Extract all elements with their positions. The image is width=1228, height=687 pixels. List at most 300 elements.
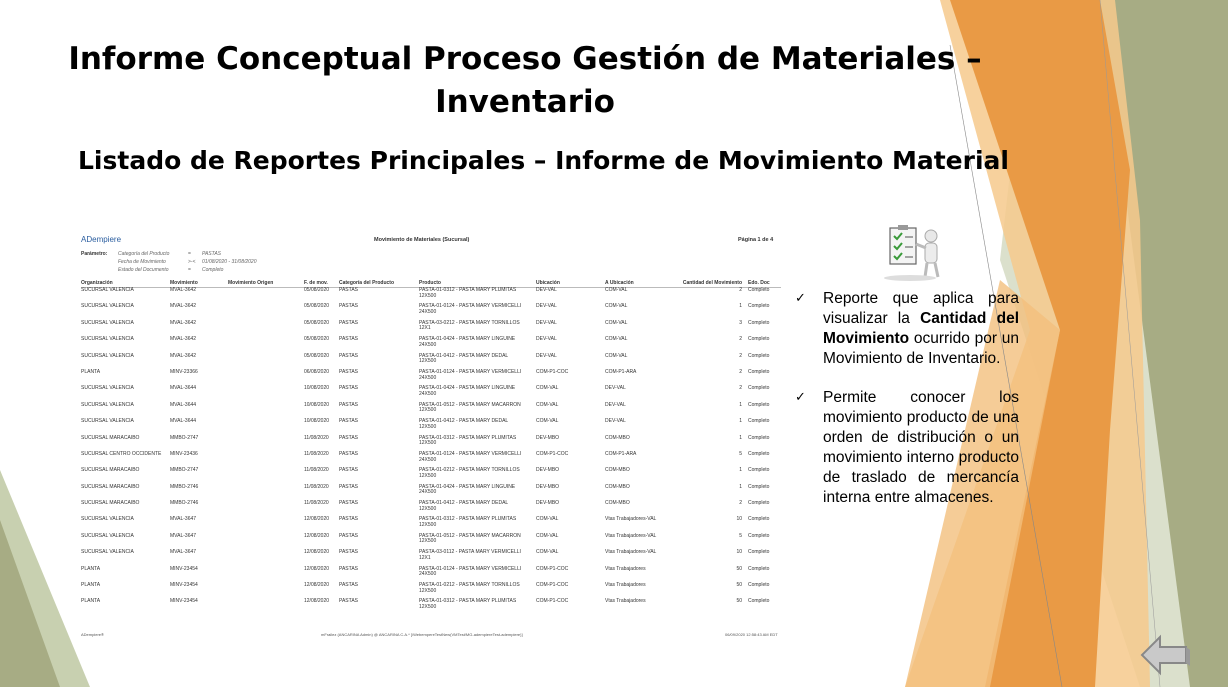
- table-cell: MMBO-2747: [170, 434, 199, 441]
- table-cell: 12/08/2020: [304, 532, 330, 539]
- table-cell: MMBO-2746: [170, 500, 199, 507]
- table-cell: 50: [736, 565, 742, 572]
- table-cell: 05/08/2020: [304, 303, 330, 310]
- column-header: F. de mov.: [304, 278, 339, 288]
- table-cell: 5: [739, 450, 742, 457]
- product-cell: [419, 403, 536, 419]
- column-header: Cantidad del Movimiento: [672, 278, 748, 288]
- product-cell: [419, 419, 536, 435]
- product-name: PASTA-03-0212 - PASTA MARY TORNILLOS: [419, 319, 520, 326]
- product-cell: [419, 485, 536, 501]
- table-cell: [228, 337, 304, 353]
- table-cell: MVAL-3647: [170, 549, 197, 556]
- product-cell: [419, 337, 536, 353]
- table-cell: [228, 468, 304, 484]
- table-cell: Vtas Trabajadores-VAL: [605, 549, 657, 556]
- table-cell: SUCURSAL VALENCIA: [81, 303, 134, 310]
- column-header: Producto: [419, 278, 536, 288]
- param-value: Completo: [202, 267, 224, 273]
- product-package: 12X500: [419, 423, 437, 430]
- bullet-item: [795, 388, 1019, 508]
- table-row: [81, 517, 781, 533]
- table-cell: PLANTA: [81, 582, 101, 589]
- column-header: Ubicación: [536, 278, 605, 288]
- table-row: [81, 403, 781, 419]
- param-value: PASTAS: [202, 251, 221, 257]
- table-cell: Vtas Trabajadores: [605, 582, 646, 589]
- table-cell: Completo: [748, 532, 770, 539]
- table-cell: MINV-23366: [170, 368, 198, 375]
- table-cell: SUCURSAL VALENCIA: [81, 287, 134, 293]
- product-name: PASTA-01-0312 - PASTA MARY PLUMITAS: [419, 434, 517, 441]
- table-cell: [228, 288, 304, 305]
- product-cell: [419, 517, 536, 533]
- table-cell: Completo: [748, 549, 770, 556]
- report-table-body: [81, 288, 781, 616]
- table-cell: DEV-VAL: [536, 336, 557, 343]
- bullet-item: [795, 289, 1019, 369]
- table-row: [81, 534, 781, 550]
- product-name: PASTA-01-0424 - PASTA MARY LINGUINE: [419, 385, 516, 392]
- table-cell: PASTAS: [339, 434, 358, 441]
- report-table: [81, 278, 781, 616]
- bullet-text-part: Permite conocer los movimiento producto de una orden de distribución o un movimiento interno producto de traslado de mercancía interna entre almacenes.: [823, 389, 1019, 506]
- table-row: [81, 337, 781, 353]
- table-cell: 11/08/2020: [304, 450, 329, 457]
- table-cell: SUCURSAL VALENCIA: [81, 352, 134, 359]
- table-cell: 10/08/2020: [304, 418, 330, 425]
- table-cell: SUCURSAL MARACAIBO: [81, 500, 140, 507]
- product-name: PASTA-01-0512 - PASTA MARY MACARRON: [419, 532, 521, 539]
- bullet-text: [823, 388, 1019, 508]
- table-cell: [228, 599, 304, 615]
- table-cell: Completo: [748, 368, 770, 375]
- table-cell: 06/08/2020: [304, 368, 330, 375]
- table-cell: Completo: [748, 385, 770, 392]
- table-row: [81, 501, 781, 517]
- product-cell: [419, 550, 536, 566]
- table-cell: COM-P1-COC: [536, 450, 569, 457]
- table-cell: SUCURSAL VALENCIA: [81, 336, 134, 343]
- table-cell: DEV-MBO: [536, 500, 560, 507]
- slide-title: [40, 38, 1010, 124]
- product-package: 24X500: [419, 489, 437, 496]
- report-footer-right: 06/09/2020 12:58:43 AM EDT: [725, 632, 778, 637]
- table-cell: [228, 452, 304, 468]
- table-cell: Completo: [748, 434, 770, 441]
- report-title: Movimiento de Materiales (Sucursal): [374, 237, 470, 243]
- table-cell: 05/08/2020: [304, 287, 330, 293]
- table-cell: PASTAS: [339, 418, 358, 425]
- table-row: [81, 452, 781, 468]
- product-cell: [419, 501, 536, 517]
- table-cell: 2: [739, 368, 742, 375]
- table-cell: MVAL-3642: [170, 319, 197, 326]
- table-cell: SUCURSAL VALENCIA: [81, 385, 134, 392]
- column-header: Movimiento Origen: [228, 278, 304, 288]
- product-package: 12X500: [419, 440, 437, 447]
- table-cell: COM-MBO: [605, 434, 630, 441]
- table-row: [81, 419, 781, 435]
- table-cell: [228, 550, 304, 566]
- table-cell: [228, 403, 304, 419]
- table-cell: 2: [739, 385, 742, 392]
- table-cell: SUCURSAL VALENCIA: [81, 418, 134, 425]
- table-cell: COM-P1-COC: [536, 598, 569, 605]
- product-name: PASTA-03-0112 - PASTA MARY VERMICELLI: [419, 549, 521, 556]
- table-cell: 2: [739, 287, 742, 293]
- product-name: PASTA-01-0412 - PASTA MARY DEDAL: [419, 352, 509, 359]
- table-cell: COM-VAL: [536, 385, 559, 392]
- table-cell: DEV-VAL: [536, 352, 557, 359]
- table-cell: 05/08/2020: [304, 336, 330, 343]
- table-cell: SUCURSAL VALENCIA: [81, 549, 134, 556]
- adempiere-logo: ADempiere: [81, 235, 122, 244]
- table-row: [81, 550, 781, 566]
- table-cell: 10: [736, 549, 742, 556]
- table-cell: Completo: [748, 467, 770, 474]
- table-cell: PASTAS: [339, 598, 358, 605]
- table-cell: Completo: [748, 483, 770, 490]
- table-cell: Completo: [748, 500, 770, 507]
- table-cell: MINV-23454: [170, 565, 198, 572]
- table-cell: COM-VAL: [536, 516, 559, 523]
- product-cell: [419, 370, 536, 386]
- product-cell: [419, 452, 536, 468]
- product-package: 12X1: [419, 554, 431, 561]
- checkmark-icon: ✓: [795, 390, 806, 405]
- table-cell: PASTAS: [339, 483, 358, 490]
- table-cell: PASTAS: [339, 450, 358, 457]
- table-cell: COM-VAL: [536, 418, 559, 425]
- back-arrow-icon[interactable]: [1140, 633, 1190, 677]
- table-row: [81, 288, 781, 305]
- table-row: [81, 567, 781, 583]
- table-cell: MVAL-3642: [170, 352, 197, 359]
- table-cell: 1: [739, 303, 742, 310]
- table-cell: DEV-VAL: [605, 385, 626, 392]
- product-name: PASTA-01-0512 - PASTA MARY MACARRON: [419, 401, 521, 408]
- table-cell: [228, 501, 304, 517]
- table-cell: Completo: [748, 401, 770, 408]
- table-cell: [228, 517, 304, 533]
- table-cell: 2: [739, 500, 742, 507]
- product-package: 12X500: [419, 505, 437, 512]
- table-cell: 05/08/2020: [304, 352, 330, 359]
- table-cell: PASTAS: [339, 336, 358, 343]
- table-cell: Vtas Trabajadores: [605, 565, 646, 572]
- product-cell: [419, 567, 536, 583]
- bullet-text-bold: Cantidad del Movimiento: [823, 310, 1020, 347]
- table-cell: 12/08/2020: [304, 516, 330, 523]
- table-cell: COM-P1-COC: [536, 368, 569, 375]
- product-name: PASTA-01-0312 - PASTA MARY PLUMITAS: [419, 598, 517, 605]
- product-package: 12X500: [419, 522, 437, 529]
- product-cell: [419, 599, 536, 615]
- table-cell: COM-VAL: [536, 549, 559, 556]
- table-cell: MINV-23454: [170, 582, 198, 589]
- table-cell: 05/08/2020: [304, 319, 330, 326]
- checklist-clipboard-icon: [876, 222, 956, 282]
- param-op: >-<: [188, 259, 196, 265]
- table-cell: PASTAS: [339, 368, 358, 375]
- table-cell: PASTAS: [339, 516, 358, 523]
- table-cell: COM-VAL: [605, 352, 628, 359]
- product-name: PASTA-01-0124 - PASTA MARY VERMICELLI: [419, 450, 522, 457]
- param-value: 01/08/2020 - 31/08/2020: [202, 259, 257, 265]
- table-cell: COM-MBO: [605, 483, 630, 490]
- table-cell: DEV-VAL: [605, 418, 626, 425]
- table-cell: [228, 354, 304, 370]
- table-cell: DEV-MBO: [536, 434, 560, 441]
- product-name: PASTA-01-0424 - PASTA MARY LINGUINE: [419, 336, 516, 343]
- table-cell: COM-VAL: [536, 401, 559, 408]
- product-name: PASTA-01-0412 - PASTA MARY DEDAL: [419, 418, 509, 425]
- table-cell: [228, 567, 304, 583]
- report-footer-center: mFrailez (ANCARINA Admin) @ ANCARINA C.A.* [/WebempereTestNew(VMTest/MG-adempiereTest-adempiere)]: [321, 632, 523, 637]
- product-cell: [419, 354, 536, 370]
- table-cell: SUCURSAL MARACAIBO: [81, 467, 140, 474]
- title-line-2: Inventario: [435, 84, 615, 120]
- table-row: [81, 436, 781, 452]
- product-cell: [419, 468, 536, 484]
- table-cell: Completo: [748, 352, 770, 359]
- report-page-number: Página 1 de 4: [738, 237, 774, 243]
- product-package: 24X500: [419, 571, 437, 578]
- product-package: 12X500: [419, 407, 437, 414]
- table-cell: 12/08/2020: [304, 582, 330, 589]
- table-cell: Completo: [748, 450, 770, 457]
- table-cell: MVAL-3642: [170, 336, 197, 343]
- table-cell: SUCURSAL VALENCIA: [81, 319, 134, 326]
- table-row: [81, 599, 781, 615]
- table-cell: 12/08/2020: [304, 598, 330, 605]
- column-header: Organización: [81, 278, 170, 288]
- table-cell: 10/08/2020: [304, 385, 330, 392]
- product-cell: [419, 321, 536, 337]
- table-cell: 1: [739, 483, 742, 490]
- table-row: [81, 468, 781, 484]
- table-cell: 11/08/2020: [304, 500, 329, 507]
- table-cell: Vtas Trabajadores-VAL: [605, 516, 657, 523]
- product-name: PASTA-01-0312 - PASTA MARY PLUMITAS: [419, 516, 517, 523]
- table-row: [81, 386, 781, 402]
- table-cell: Completo: [748, 516, 770, 523]
- table-row: [81, 583, 781, 599]
- bullet-text-part: ocurrido por un Movimiento de Inventario.: [823, 330, 1019, 367]
- table-cell: PASTAS: [339, 532, 358, 539]
- table-cell: 11/08/2020: [304, 434, 329, 441]
- checkmark-icon: ✓: [795, 291, 806, 306]
- bullet-text: [823, 289, 1019, 369]
- table-cell: COM-VAL: [605, 287, 628, 293]
- table-cell: Vtas Trabajadores-VAL: [605, 532, 657, 539]
- table-row: [81, 354, 781, 370]
- product-name: PASTA-01-0312 - PASTA MARY PLUMITAS: [419, 287, 517, 293]
- table-cell: MVAL-3644: [170, 418, 197, 425]
- table-cell: [228, 304, 304, 320]
- slide-subtitle: Listado de Reportes Principales – Informe de Movimiento Material: [78, 146, 1009, 175]
- table-cell: 1: [739, 434, 742, 441]
- product-name: PASTA-01-0424 - PASTA MARY LINGUINE: [419, 483, 516, 490]
- table-row: [81, 321, 781, 337]
- table-cell: PLANTA: [81, 368, 101, 375]
- table-cell: MVAL-3647: [170, 532, 197, 539]
- table-cell: MVAL-3644: [170, 385, 197, 392]
- table-cell: COM-P1-COC: [536, 565, 569, 572]
- table-cell: 12/08/2020: [304, 565, 330, 572]
- product-package: 12X500: [419, 358, 437, 365]
- table-row: [81, 304, 781, 320]
- table-cell: DEV-VAL: [536, 303, 557, 310]
- product-cell: [419, 386, 536, 402]
- table-cell: Completo: [748, 565, 770, 572]
- table-cell: MVAL-3642: [170, 303, 197, 310]
- table-cell: 1: [739, 418, 742, 425]
- column-header: Categoría del Producto: [339, 278, 419, 288]
- table-cell: 5: [739, 532, 742, 539]
- table-cell: COM-VAL: [605, 336, 628, 343]
- table-cell: MMBO-2747: [170, 467, 199, 474]
- table-cell: DEV-VAL: [536, 319, 557, 326]
- table-cell: MVAL-3642: [170, 287, 197, 293]
- product-cell: [419, 288, 536, 305]
- table-cell: DEV-VAL: [536, 287, 557, 293]
- table-cell: 12/08/2020: [304, 549, 330, 556]
- table-cell: DEV-VAL: [605, 401, 626, 408]
- table-cell: [228, 370, 304, 386]
- table-cell: Completo: [748, 287, 770, 293]
- table-cell: DEV-MBO: [536, 483, 560, 490]
- column-header: Edo. Doc: [748, 278, 781, 288]
- column-header: A Ubicación: [605, 278, 672, 288]
- product-package: 24X500: [419, 308, 437, 315]
- table-cell: SUCURSAL VALENCIA: [81, 516, 134, 523]
- table-cell: Completo: [748, 582, 770, 589]
- table-cell: 2: [739, 336, 742, 343]
- table-cell: [228, 321, 304, 337]
- table-cell: COM-VAL: [605, 319, 628, 326]
- table-cell: PLANTA: [81, 565, 101, 572]
- table-cell: 10: [736, 516, 742, 523]
- product-package: 12X500: [419, 292, 437, 299]
- param-key: Fecha de Movimiento: [118, 259, 166, 265]
- table-cell: 11/08/2020: [304, 483, 329, 490]
- report-parameters: [81, 250, 257, 274]
- table-cell: 11/08/2020: [304, 467, 329, 474]
- param-key: Categoría del Producto: [118, 251, 170, 257]
- table-cell: MINV-23454: [170, 598, 198, 605]
- product-package: 12X500: [419, 538, 437, 545]
- table-cell: Vtas Trabajadores: [605, 598, 646, 605]
- table-cell: SUCURSAL VALENCIA: [81, 401, 134, 408]
- table-cell: PASTAS: [339, 385, 358, 392]
- table-cell: PASTAS: [339, 352, 358, 359]
- product-package: 12X500: [419, 472, 437, 479]
- table-cell: 1: [739, 467, 742, 474]
- table-cell: MINV-23436: [170, 450, 198, 457]
- table-cell: PASTAS: [339, 549, 358, 556]
- product-package: 24X500: [419, 456, 437, 463]
- table-cell: [228, 436, 304, 452]
- table-cell: [228, 583, 304, 599]
- table-cell: COM-VAL: [536, 532, 559, 539]
- table-cell: COM-MBO: [605, 467, 630, 474]
- table-cell: COM-P1-ARA: [605, 450, 637, 457]
- table-cell: PASTAS: [339, 467, 358, 474]
- table-cell: PASTAS: [339, 303, 358, 310]
- table-cell: [228, 485, 304, 501]
- product-cell: [419, 534, 536, 550]
- param-label: Parámetro:: [81, 251, 108, 257]
- table-cell: 3: [739, 319, 742, 326]
- table-cell: Completo: [748, 598, 770, 605]
- table-cell: Completo: [748, 303, 770, 310]
- table-cell: Completo: [748, 319, 770, 326]
- bullet-text-part: Reporte que aplica para visualizar la: [823, 290, 1019, 327]
- table-cell: COM-VAL: [605, 303, 628, 310]
- table-cell: COM-P1-ARA: [605, 368, 637, 375]
- table-cell: MVAL-3644: [170, 401, 197, 408]
- table-cell: 10/08/2020: [304, 401, 330, 408]
- product-cell: [419, 304, 536, 320]
- table-cell: 50: [736, 582, 742, 589]
- product-package: 12X500: [419, 604, 437, 611]
- column-header: Movimiento: [170, 278, 228, 288]
- table-cell: PASTAS: [339, 500, 358, 507]
- product-name: PASTA-01-0124 - PASTA MARY VERMICELLI: [419, 565, 522, 572]
- table-cell: COM-MBO: [605, 500, 630, 507]
- table-cell: PASTAS: [339, 565, 358, 572]
- table-cell: SUCURSAL CENTRO OCCIDENTE: [81, 450, 162, 457]
- table-cell: 50: [736, 598, 742, 605]
- table-cell: SUCURSAL MARACAIBO: [81, 434, 140, 441]
- product-name: PASTA-01-0212 - PASTA MARY TORNILLOS: [419, 582, 520, 589]
- param-op: =: [188, 251, 191, 257]
- product-name: PASTA-01-0124 - PASTA MARY VERMICELLI: [419, 368, 522, 375]
- table-cell: 2: [739, 352, 742, 359]
- table-cell: Completo: [748, 336, 770, 343]
- table-cell: SUCURSAL VALENCIA: [81, 532, 134, 539]
- table-cell: PASTAS: [339, 287, 358, 293]
- table-cell: PASTAS: [339, 319, 358, 326]
- table-cell: COM-P1-COC: [536, 582, 569, 589]
- report-image: [78, 228, 788, 648]
- title-line-1: Informe Conceptual Proceso Gestión de Materiales –: [68, 41, 982, 77]
- table-cell: Completo: [748, 418, 770, 425]
- product-package: 12X500: [419, 587, 437, 594]
- product-package: 12X1: [419, 325, 431, 332]
- table-row: [81, 485, 781, 501]
- table-cell: SUCURSAL MARACAIBO: [81, 483, 140, 490]
- table-cell: PLANTA: [81, 598, 101, 605]
- report-footer-left: ADempiere®: [81, 632, 104, 637]
- table-cell: [228, 386, 304, 402]
- table-cell: PASTAS: [339, 401, 358, 408]
- product-name: PASTA-01-0124 - PASTA MARY VERMICELLI: [419, 303, 522, 310]
- table-cell: 1: [739, 401, 742, 408]
- table-row: [81, 370, 781, 386]
- table-cell: MVAL-3647: [170, 516, 197, 523]
- product-name: PASTA-01-0412 - PASTA MARY DEDAL: [419, 500, 509, 507]
- product-cell: [419, 436, 536, 452]
- table-cell: MMBO-2746: [170, 483, 199, 490]
- param-key: Estado del Documento: [118, 267, 169, 273]
- table-cell: PASTAS: [339, 582, 358, 589]
- product-package: 24X500: [419, 374, 437, 381]
- product-package: 24X500: [419, 390, 437, 397]
- param-op: =: [188, 267, 191, 273]
